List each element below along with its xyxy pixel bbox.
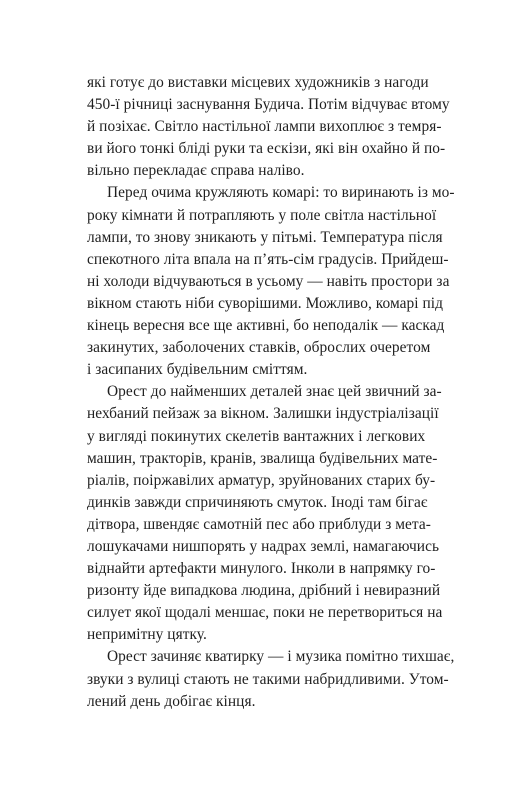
text-line: Орест зачиняє кватирку — і музика помітно тихшає, <box>107 648 455 666</box>
text-line: віднайти артефакти минулого. Інколи в напрямку го- <box>87 560 436 578</box>
paragraph <box>87 646 455 712</box>
text-line: спекотного літа впала на п’ять-сім градусів. Прийдеш- <box>87 250 449 268</box>
text-line: ні холоди відчуваються в усьому — навіть простори за <box>87 272 450 290</box>
text-line: й позіхає. Світло настільної лампи вихоплює з темря- <box>87 118 442 136</box>
text-line: вільно перекладає справа наліво. <box>87 162 305 180</box>
text-line: року кімнати й потрапляють у поле світла настільної <box>87 206 437 224</box>
text-line: ви його тонкі бліді руки та ескізи, які він охайно й по- <box>87 140 446 158</box>
text-line: непримітну цятку. <box>87 626 207 644</box>
text-line: динків завжди спричиняють смуток. Іноді там бігає <box>87 493 428 511</box>
text-line: Орест до найменших деталей знає цей звичний за- <box>107 383 442 401</box>
text-line: які готує до виставки місцевих художників з нагоди <box>87 74 429 91</box>
text-line: кінець вересня все ще активні, бо неподалік — каскад <box>87 317 445 335</box>
paragraph <box>87 72 450 182</box>
text-line: звуки з вулиці стають не такими набридливими. Утом- <box>87 670 449 688</box>
text-line: 450-ї річниці заснування Будича. Потім відчуває втому <box>87 96 450 114</box>
text-line: нехбаний пейзаж за вікном. Залишки індустріалізації <box>87 405 439 423</box>
text-line: Перед очима кружляють комарі: то виринають із мо- <box>107 184 455 202</box>
text-line: ризонту йде випадкова людина, дрібний і невиразний <box>87 582 441 600</box>
body-text <box>87 72 455 713</box>
paragraph <box>87 182 455 381</box>
text-line: лампи, то знову зникають у пітьмі. Температура після <box>87 228 443 246</box>
text-line: вікном стають ніби суворішими. Можливо, комарі під <box>87 294 443 312</box>
text-line: дітвора, швендяє самотній пес або приблуди з мета- <box>87 515 431 533</box>
text-line: лений день добігає кінця. <box>87 692 256 710</box>
text-line: лошукачами нишпорять у надрах землі, намагаючись <box>87 537 440 555</box>
text-line: закинутих, заболочених ставків, оброслих очеретом <box>87 339 431 357</box>
text-line: силует якої щодалі меншає, поки не перетвориться на <box>87 604 443 622</box>
text-line: машин, тракторів, кранів, звалища будівельних мате- <box>87 449 438 467</box>
text-line: і засипаних будівельним сміттям. <box>87 361 308 379</box>
paragraph <box>87 381 443 646</box>
text-line: у вигляді покинутих скелетів вантажних і легкових <box>87 427 426 445</box>
text-line: ріалів, поіржавілих арматур, зруйнованих старих бу- <box>87 471 436 489</box>
